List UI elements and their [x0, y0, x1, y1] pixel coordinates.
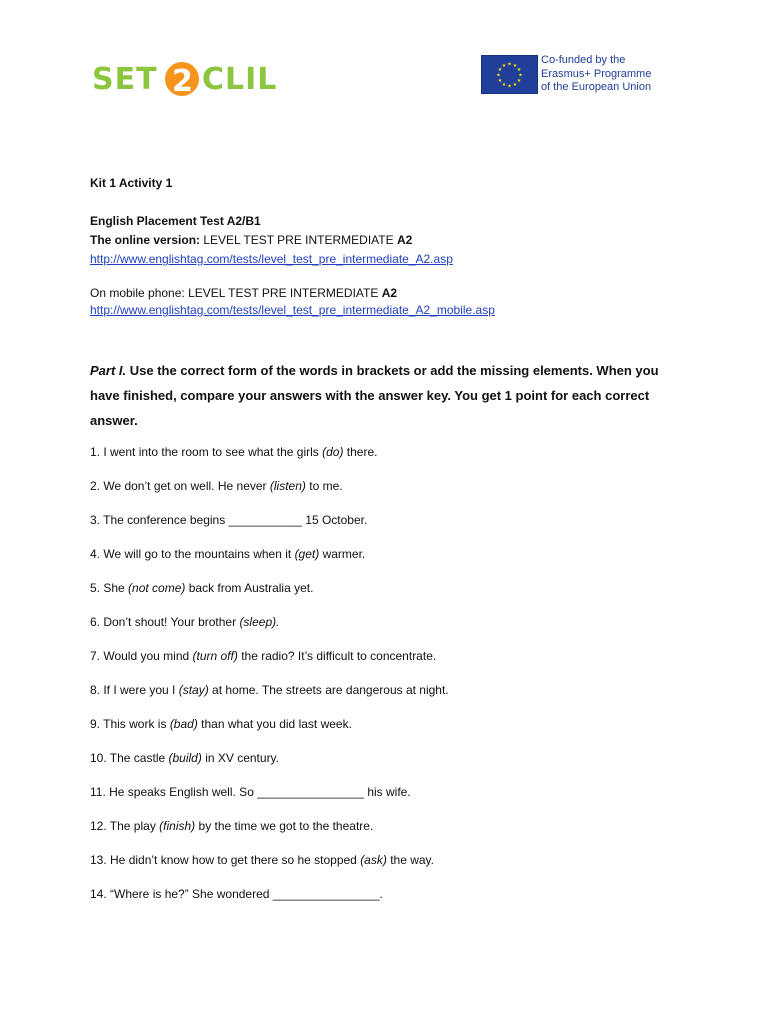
- question-text-after: at home. The streets are dangerous at night.: [208, 683, 449, 697]
- part-instructions-text: Use the correct form of the words in brackets or add the missing elements. When you have finished, compare your answers with the answer key. You get 1 point for each correct answer.: [90, 363, 659, 428]
- eu-star-icon: ★: [518, 72, 523, 79]
- svg-text:2: 2: [172, 64, 193, 99]
- question-item: [90, 547, 365, 561]
- question-text: 3. The conference begins ___________ 15 October.: [90, 513, 368, 527]
- eu-star-icon: ★: [497, 78, 503, 84]
- question-text-after: in XV century.: [201, 751, 280, 765]
- mobile-level-text: LEVEL TEST PRE INTERMEDIATE: [188, 286, 379, 300]
- question-text: 12. The play: [90, 819, 160, 833]
- svg-text:CLIL: CLIL: [202, 62, 278, 97]
- set2clil-logo: [92, 58, 282, 102]
- online-label: The online version:: [90, 233, 201, 247]
- online-version-line: [90, 233, 412, 247]
- eu-text-line-1: Co-funded by the: [541, 54, 626, 66]
- mobile-level-code: A2: [381, 286, 398, 300]
- eu-cofunded-text: [541, 54, 671, 95]
- eu-text-line-3: of the European Union: [541, 81, 652, 93]
- question-text-after: the radio? It’s difficult to concentrate.: [237, 649, 437, 663]
- question-text: 4. We will go to the mountains when it: [90, 547, 295, 561]
- question-item: [90, 683, 449, 697]
- online-level-text: LEVEL TEST PRE INTERMEDIATE: [203, 233, 394, 247]
- question-text: 13. He didn’t know how to get there so he stopped: [90, 853, 361, 867]
- question-item: [90, 853, 434, 867]
- eu-erasmus-logo: [481, 55, 666, 95]
- question-text: 1. I went into the room to see what the girls: [90, 445, 323, 459]
- question-hint: (finish): [159, 819, 196, 833]
- eu-star-icon: ★: [501, 82, 507, 89]
- part-instructions: [90, 358, 680, 433]
- mobile-version-line: [90, 286, 397, 300]
- eu-star-icon: ★: [516, 78, 522, 84]
- question-text-after: back from Australia yet.: [185, 581, 314, 595]
- question-hint: (listen): [269, 479, 306, 493]
- eu-star-icon: ★: [497, 67, 503, 73]
- question-item: [90, 819, 373, 833]
- question-text: 11. He speaks English well. So ________________ his wife.: [90, 785, 411, 799]
- question-text: 8. If I were you I: [90, 683, 179, 697]
- question-text: 14. “Where is he?” She wondered ________________.: [90, 887, 383, 901]
- test-title: English Placement Test A2/B1: [90, 214, 261, 228]
- question-item: [90, 751, 279, 765]
- question-hint: (build): [168, 751, 202, 765]
- eu-star-icon: ★: [507, 83, 512, 90]
- question-text: 10. The castle: [90, 751, 169, 765]
- question-text-after: there.: [343, 445, 378, 459]
- question-item: [90, 785, 411, 799]
- eu-star-icon: ★: [512, 82, 518, 89]
- question-item: [90, 887, 383, 901]
- question-hint: (stay): [178, 683, 209, 697]
- part-label: Part I.: [90, 363, 127, 378]
- eu-star-icon: ★: [501, 62, 507, 69]
- eu-star-icon: ★: [507, 61, 512, 68]
- question-text-after: by the time we got to the theatre.: [195, 819, 374, 833]
- eu-star-icon: ★: [512, 62, 518, 69]
- eu-text-line-2: Erasmus+ Programme: [541, 67, 652, 80]
- question-hint: (do): [322, 445, 344, 459]
- mobile-label: On mobile phone:: [90, 286, 185, 300]
- svg-text:SET: SET: [92, 62, 158, 97]
- question-text: 7. Would you mind: [90, 649, 193, 663]
- question-hint: (turn off): [192, 649, 238, 663]
- question-text-after: than what you did last week.: [197, 717, 352, 731]
- question-item: [90, 479, 343, 493]
- kit-title: Kit 1 Activity 1: [90, 176, 173, 190]
- question-item: [90, 649, 436, 663]
- question-text-after: warmer.: [319, 547, 366, 561]
- eu-flag-icon: [481, 55, 538, 94]
- question-text-after: the way.: [386, 853, 434, 867]
- question-item: [90, 717, 352, 731]
- question-item: [90, 581, 313, 595]
- eu-star-icon: ★: [496, 72, 501, 79]
- question-hint: (not come): [128, 581, 186, 595]
- question-hint: (bad): [169, 717, 198, 731]
- online-level-code: A2: [396, 233, 413, 247]
- question-text: 5. She: [90, 581, 129, 595]
- question-hint: (sleep).: [239, 615, 280, 629]
- question-text: 9. This work is: [90, 717, 170, 731]
- question-text: 2. We don’t get on well. He never: [90, 479, 270, 493]
- question-text-after: to me.: [305, 479, 343, 493]
- question-text: 6. Don’t shout! Your brother: [90, 615, 240, 629]
- online-test-link[interactable]: http://www.englishtag.com/tests/level_test_pre_intermediate_A2.asp: [90, 252, 453, 266]
- mobile-test-link[interactable]: http://www.englishtag.com/tests/level_test_pre_intermediate_A2_mobile.asp: [90, 303, 495, 317]
- question-hint: (get): [294, 547, 320, 561]
- eu-star-icon: ★: [516, 67, 522, 73]
- question-item: [90, 445, 378, 459]
- question-hint: (ask): [360, 853, 387, 867]
- question-item: [90, 513, 367, 527]
- question-item: [90, 615, 279, 629]
